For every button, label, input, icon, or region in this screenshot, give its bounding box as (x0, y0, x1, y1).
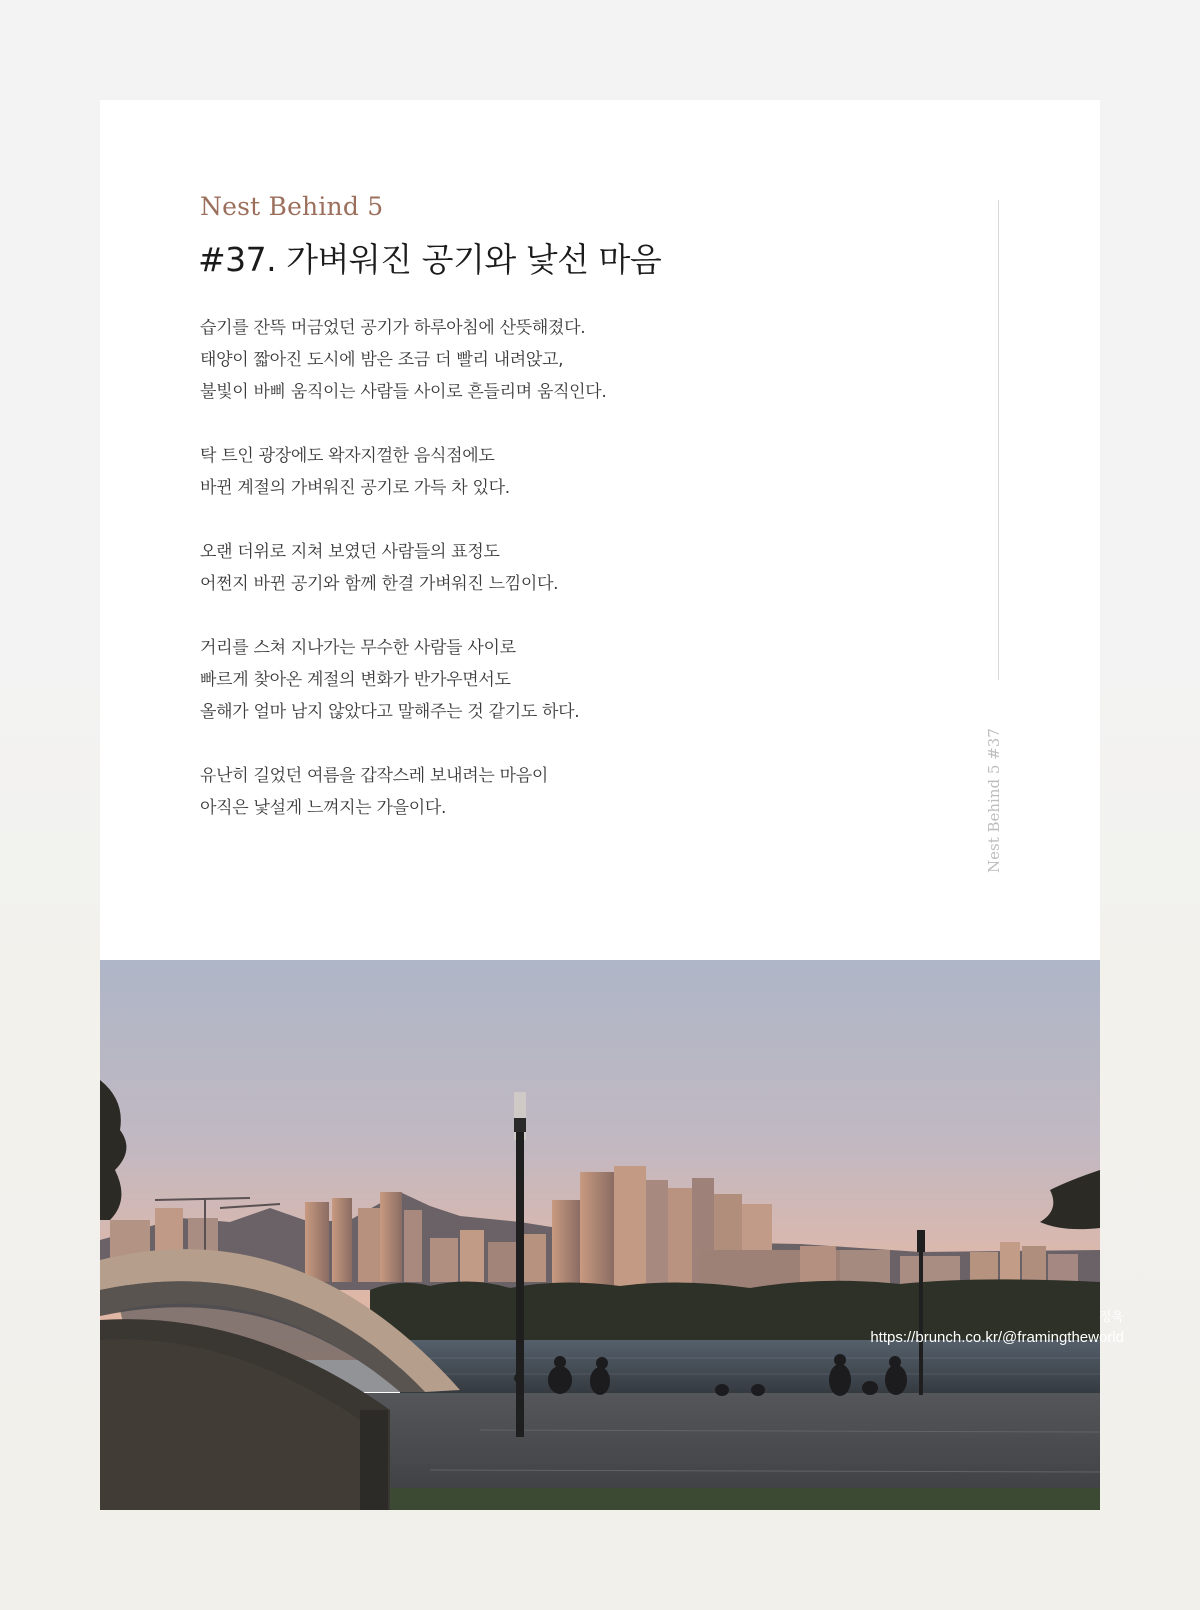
paragraph (200, 440, 920, 504)
text-line: 바뀐 계절의 가벼워진 공기로 가득 차 있다. (200, 478, 510, 498)
text-line: 유난히 길었던 여름을 갑작스레 보내려는 마음이 (200, 766, 548, 786)
text-line: 빠르게 찾아온 계절의 변화가 반가우면서도 (200, 670, 511, 690)
paragraph (200, 536, 920, 600)
vertical-divider (998, 200, 999, 680)
article-title: #37. 가벼워진 공기와 낯선 마음 (198, 240, 662, 279)
vertical-caption: Nest Behind 5 #37 (985, 728, 1003, 873)
text-line: 습기를 잔뜩 머금었던 공기가 하루아침에 산뜻해졌다. (200, 318, 586, 338)
photo-credit (870, 1307, 1124, 1349)
photographer-name: 정욱 (1098, 1309, 1124, 1324)
article-card (100, 100, 1100, 1510)
text-line: 올해가 얼마 남지 않았다고 말해주는 것 같기도 하다. (200, 702, 580, 722)
text-line: 오랜 더위로 지쳐 보였던 사람들의 표정도 (200, 542, 500, 562)
text-line: 거리를 스쳐 지나가는 무수한 사람들 사이로 (200, 638, 516, 658)
paragraph (200, 632, 920, 728)
paragraph (200, 312, 920, 408)
text-line: 탁 트인 광장에도 왁자지껄한 음식점에도 (200, 446, 495, 466)
cover-photo (100, 960, 1100, 1510)
text-line: 어쩐지 바뀐 공기와 함께 한결 가벼워진 느낌이다. (200, 574, 559, 594)
text-line: 불빛이 바삐 움직이는 사람들 사이로 흔들리며 움직인다. (200, 382, 607, 402)
text-line: 아직은 낯설게 느껴지는 가을이다. (200, 798, 447, 818)
article-body (200, 312, 920, 856)
city-river-photo (100, 960, 1100, 1510)
series-label: Nest Behind 5 (200, 192, 384, 221)
paragraph (200, 760, 920, 824)
photographer-link[interactable]: https://brunch.co.kr/@framingtheworld (870, 1329, 1124, 1346)
text-line: 태양이 짧아진 도시에 밤은 조금 더 빨리 내려앉고, (200, 350, 564, 370)
